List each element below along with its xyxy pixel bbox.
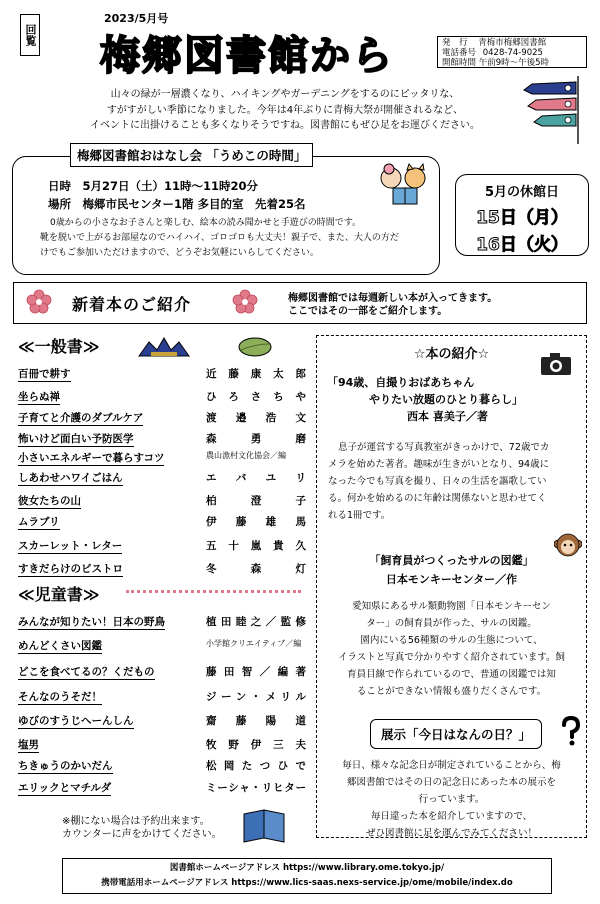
book-title: 塩男 (18, 739, 39, 751)
book-row (18, 713, 308, 731)
book-author: ひろさちや (206, 391, 306, 403)
book-author: 牧野伊三夫 (206, 739, 306, 751)
book2-desc-line: 愛知県にあるサル類動物園「日本モンキーセン (352, 601, 551, 612)
general-heading: ≪一般書≫ (18, 337, 100, 356)
book1-desc-line: る。何かを始めるのに年齢は関係ないと思わせてく (328, 493, 547, 504)
new-books-note-line: 梅郷図書館では毎週新しい本が入ってきます。 (288, 293, 498, 304)
book-author: 渡邉浩文 (206, 412, 306, 424)
book2-desc-line: 育員目線で作られているので、普通の図鑑では知 (347, 669, 556, 680)
book-row (18, 493, 308, 511)
publisher-value: 青梅市梅郷図書館 (478, 38, 547, 48)
book-title: 彼女たちの山 (18, 495, 81, 507)
book-row (18, 410, 308, 428)
book-row (18, 758, 308, 776)
new-books-title: 新着本のご紹介 (72, 295, 192, 314)
book-row (18, 737, 308, 755)
book1-title (327, 374, 577, 425)
book-title: ちきゅうのかいだん (18, 760, 113, 772)
book-title: ゆびのすうじへーんしん (18, 715, 134, 727)
display-desc-line: 郷図書館ではその日の記念日にあった本の展示を (347, 777, 556, 788)
book-title: 坐らぬ禅 (18, 391, 60, 403)
display-desc-line: 毎日、様々な記念日が制定されていることから、梅 (342, 760, 561, 771)
book-row (18, 470, 308, 488)
book-row (18, 450, 308, 468)
intro-line: イベントに出掛けることも多くなりそうですね。図書館にもぜひ足をお運びください。 (90, 120, 480, 131)
book1-title-line: 「94歳、自撮りおばあちゃん (327, 376, 475, 389)
koinobori-icon (520, 72, 590, 144)
children-heading: ≪児童書≫ (18, 585, 100, 604)
book-author: 五十嵐貴久 (206, 540, 306, 552)
book2-title: 「飼育員がつくったサルの図鑑」 (369, 554, 534, 567)
book-row (18, 538, 308, 556)
closed-day-2: 16日（火） (476, 235, 568, 255)
display-title: 展示「今日はなんの日？」 (370, 719, 542, 749)
book2-desc (318, 598, 585, 700)
closed-day-1: 15日（月） (476, 208, 568, 228)
storytime-line: 0歳からの小さなお子さんと楽しむ、絵本の読み聞かせと手遊びの時間です。 (50, 218, 362, 228)
footer-box (62, 858, 552, 894)
storytime-line: 靴を脱いで上がるお部屋なのでハイハイ、ゴロゴロも大丈夫！親子で、また、大人の方だ (40, 233, 399, 243)
kashiwa-leaf-icon (237, 336, 273, 358)
book2-desc-line: ター」の飼育員が作った、サルの図鑑。 (366, 618, 537, 629)
page-title: 梅郷図書館から (100, 33, 394, 79)
book-author: 農山漁村文化協会／編 (206, 451, 286, 460)
plum-flower-icon (232, 289, 258, 315)
book-intro-heading: ☆本の紹介☆ (413, 347, 490, 362)
book-title: みんなが知りたい！日本の野鳥 (18, 616, 165, 628)
book-title: しあわせハワイごはん (18, 472, 123, 484)
display-desc-line: ぜひ図書館に足を運んでみてください！ (365, 828, 537, 839)
book-row (18, 689, 308, 707)
kabuto-icon (137, 336, 191, 358)
book1-author: 西本 喜美子／著 (407, 410, 488, 423)
plum-flower-icon (26, 289, 52, 315)
book-author: 齋藤陽道 (206, 715, 306, 727)
book-author: 植田睦之／監修 (206, 616, 306, 628)
intro-line: すがすがしい季節になりました。今年は4年ぶりに青梅大祭が開催されるなど、 (106, 104, 464, 116)
hours-key: 開館時間 (442, 58, 477, 68)
storytime-body (40, 216, 435, 261)
book-row (18, 780, 308, 798)
storytime-title: 梅郷図書館おはなし会 「うめこの時間」 (70, 143, 313, 167)
storytime-place: 場所 梅郷市民センター1階 多目的室 先着25名 (48, 197, 306, 211)
new-books-note-line: ここではその一部をご紹介します。 (288, 306, 448, 317)
book1-desc-line: なった今でも写真を撮り、日々の生活を謳歌してい (328, 476, 547, 487)
book-row (18, 514, 308, 532)
footer-homepage[interactable]: 図書館ホームページアドレス https://www.library.ome.tokyo.jp/ (169, 863, 445, 873)
book-title: ムラブリ (18, 516, 60, 528)
book-author: 近藤康太郎 (206, 368, 306, 380)
book-title: そんなのうそだ！ (18, 691, 102, 703)
book1-desc (328, 439, 580, 524)
book-author: 藤田智／編著 (206, 666, 306, 678)
book-title: どこを食べてるの？くだもの (18, 666, 155, 678)
book-title: エリックとマチルダ (18, 782, 112, 794)
book1-desc-line: 息子が運営する写真教室がきっかけで、72歳でカ (338, 442, 550, 453)
book2-desc-line: 園内にいる56種類のサルの生態について、 (360, 635, 543, 646)
book1-title-line: やりたい放題のひとり暮らし」 (369, 393, 523, 406)
book-title: 小さいエネルギーで暮らすコツ (18, 452, 165, 464)
book-row (18, 614, 308, 632)
book-author: 森勇磨 (206, 433, 306, 445)
book-author: 小学館クリエイティブ／編 (206, 639, 302, 648)
book-row (18, 366, 308, 384)
book-row (18, 638, 308, 656)
storytime-illustration (375, 160, 435, 208)
reserve-note (62, 815, 222, 841)
book-title: 怖いけど面白い予防医学 (18, 433, 134, 445)
issue-label: 2023/5月号 (104, 12, 169, 25)
book-author: 柏澄子 (206, 495, 306, 507)
publisher-box (437, 36, 587, 68)
storytime-date: 日時 5月27日（土）11時～11時20分 (48, 179, 259, 193)
question-icon (560, 716, 582, 746)
publisher-key: 発 行 (442, 38, 468, 48)
intro-text (60, 87, 510, 134)
book-icon (238, 806, 290, 844)
new-books-note (288, 292, 497, 318)
book2-author: 日本モンキーセンター／作 (385, 573, 518, 586)
reserve-line: カウンターに声をかけてください。 (62, 829, 222, 840)
footer-mobile-homepage[interactable]: 携帯電話用ホームページアドレス https://www.lics-saas.nexs-service.jp/ome/mobile/index.do (101, 878, 513, 888)
book1-desc-line: メラを始めた著者。趣味が生きがいとなり、94歳に (328, 459, 550, 470)
display-desc-line: 毎日違った本を紹介していますので、 (370, 811, 533, 822)
book-author: エバユリ (206, 472, 306, 484)
closed-days-box (455, 174, 589, 256)
book-author: 松岡たつひで (206, 760, 306, 772)
hours-value: 午前9時～午後5時 (478, 58, 550, 68)
book2-desc-line: イラストと写真で分かりやすく紹介されています。飼 (338, 652, 565, 663)
book-author: ジーン・メリル (206, 691, 306, 703)
book-author: 伊藤雄馬 (206, 516, 306, 528)
reserve-line: ※棚にない場合は予約出来ます。 (62, 816, 210, 827)
kairan-box (20, 14, 40, 56)
book1-desc-line: れる1冊です。 (328, 510, 391, 521)
phone-value: 0428-74-9025 (482, 48, 543, 58)
display-desc-line: 行っています。 (418, 794, 485, 805)
book-author: ミーシャ・リヒター (206, 782, 306, 794)
book-title: 百冊で耕す (18, 368, 71, 380)
storytime-line: けでもご参加いただけますので、どうぞお気軽にいらしてください。 (40, 248, 319, 258)
phone-key: 電話番号 (442, 48, 477, 58)
book-title: 子育てと介護のダブルケア (18, 412, 144, 424)
closed-days-title: 5月の休館日 (484, 185, 560, 200)
camera-icon (540, 352, 572, 376)
book-title: すきだらけのビストロ (18, 563, 123, 575)
book-author: 冬森灯 (206, 563, 306, 575)
intro-line: 山々の緑が一層濃くなり、ハイキングやガーデニングをするのにピッタリな、 (110, 89, 460, 100)
book-row (18, 431, 308, 449)
book-row (18, 389, 308, 407)
book-title: めんどくさい図鑑 (18, 640, 102, 652)
book-title: スカーレット・レター (18, 540, 123, 552)
book-row (18, 561, 308, 579)
book2-desc-line: ることができない情報も盛りだくさんです。 (356, 686, 547, 697)
kairan-label: 回覧 (24, 24, 37, 46)
decorative-dots (126, 590, 301, 593)
book-row (18, 664, 308, 682)
display-desc (318, 757, 585, 842)
